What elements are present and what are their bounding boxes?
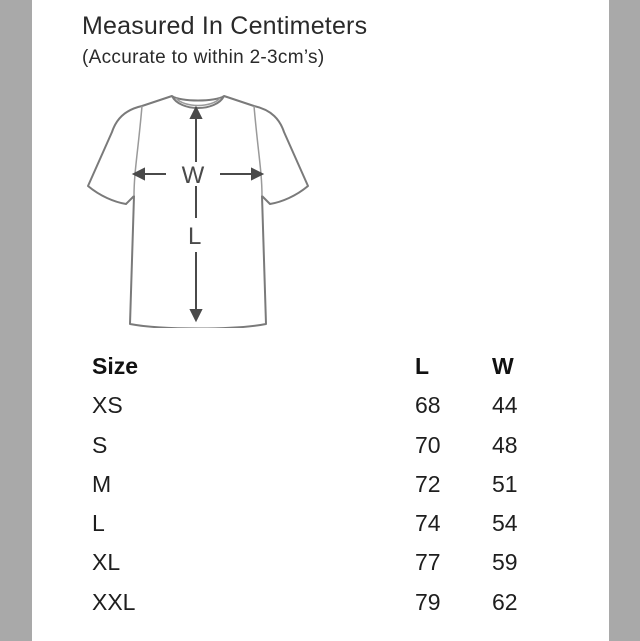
size-cell: XL bbox=[92, 549, 121, 576]
page-subtitle: (Accurate to within 2-3cm’s) bbox=[82, 47, 325, 68]
table-header-row bbox=[32, 348, 609, 387]
length-cell: 77 bbox=[415, 549, 441, 576]
width-cell: 62 bbox=[492, 588, 518, 615]
width-cell: 51 bbox=[492, 470, 518, 497]
tshirt-measurement-diagram bbox=[86, 92, 310, 328]
width-cell: 54 bbox=[492, 510, 518, 537]
length-cell: 70 bbox=[415, 431, 441, 458]
column-header-width: W bbox=[492, 353, 514, 379]
length-cell: 74 bbox=[415, 510, 441, 537]
width-cell: 48 bbox=[492, 431, 518, 458]
length-cell: 79 bbox=[415, 588, 441, 615]
length-label: L bbox=[188, 223, 202, 250]
size-cell: XS bbox=[92, 392, 123, 419]
width-cell: 59 bbox=[492, 549, 518, 576]
size-cell: M bbox=[92, 470, 112, 497]
size-cell: S bbox=[92, 431, 108, 458]
column-header-length: L bbox=[415, 353, 430, 379]
size-chart-card bbox=[32, 0, 609, 641]
size-table bbox=[32, 348, 609, 623]
table-row bbox=[32, 427, 609, 466]
column-header-size: Size bbox=[92, 353, 139, 379]
table-row bbox=[32, 387, 609, 426]
page-title: Measured In Centimeters bbox=[82, 12, 368, 40]
table-row bbox=[32, 584, 609, 623]
width-label: W bbox=[181, 162, 205, 189]
width-cell: 44 bbox=[492, 392, 518, 419]
table-row bbox=[32, 544, 609, 583]
size-cell: XXL bbox=[92, 588, 136, 615]
length-cell: 72 bbox=[415, 470, 441, 497]
table-row bbox=[32, 466, 609, 505]
length-cell: 68 bbox=[415, 392, 441, 419]
size-cell: L bbox=[92, 510, 105, 537]
tshirt-outline-icon bbox=[88, 96, 308, 328]
table-row bbox=[32, 505, 609, 544]
